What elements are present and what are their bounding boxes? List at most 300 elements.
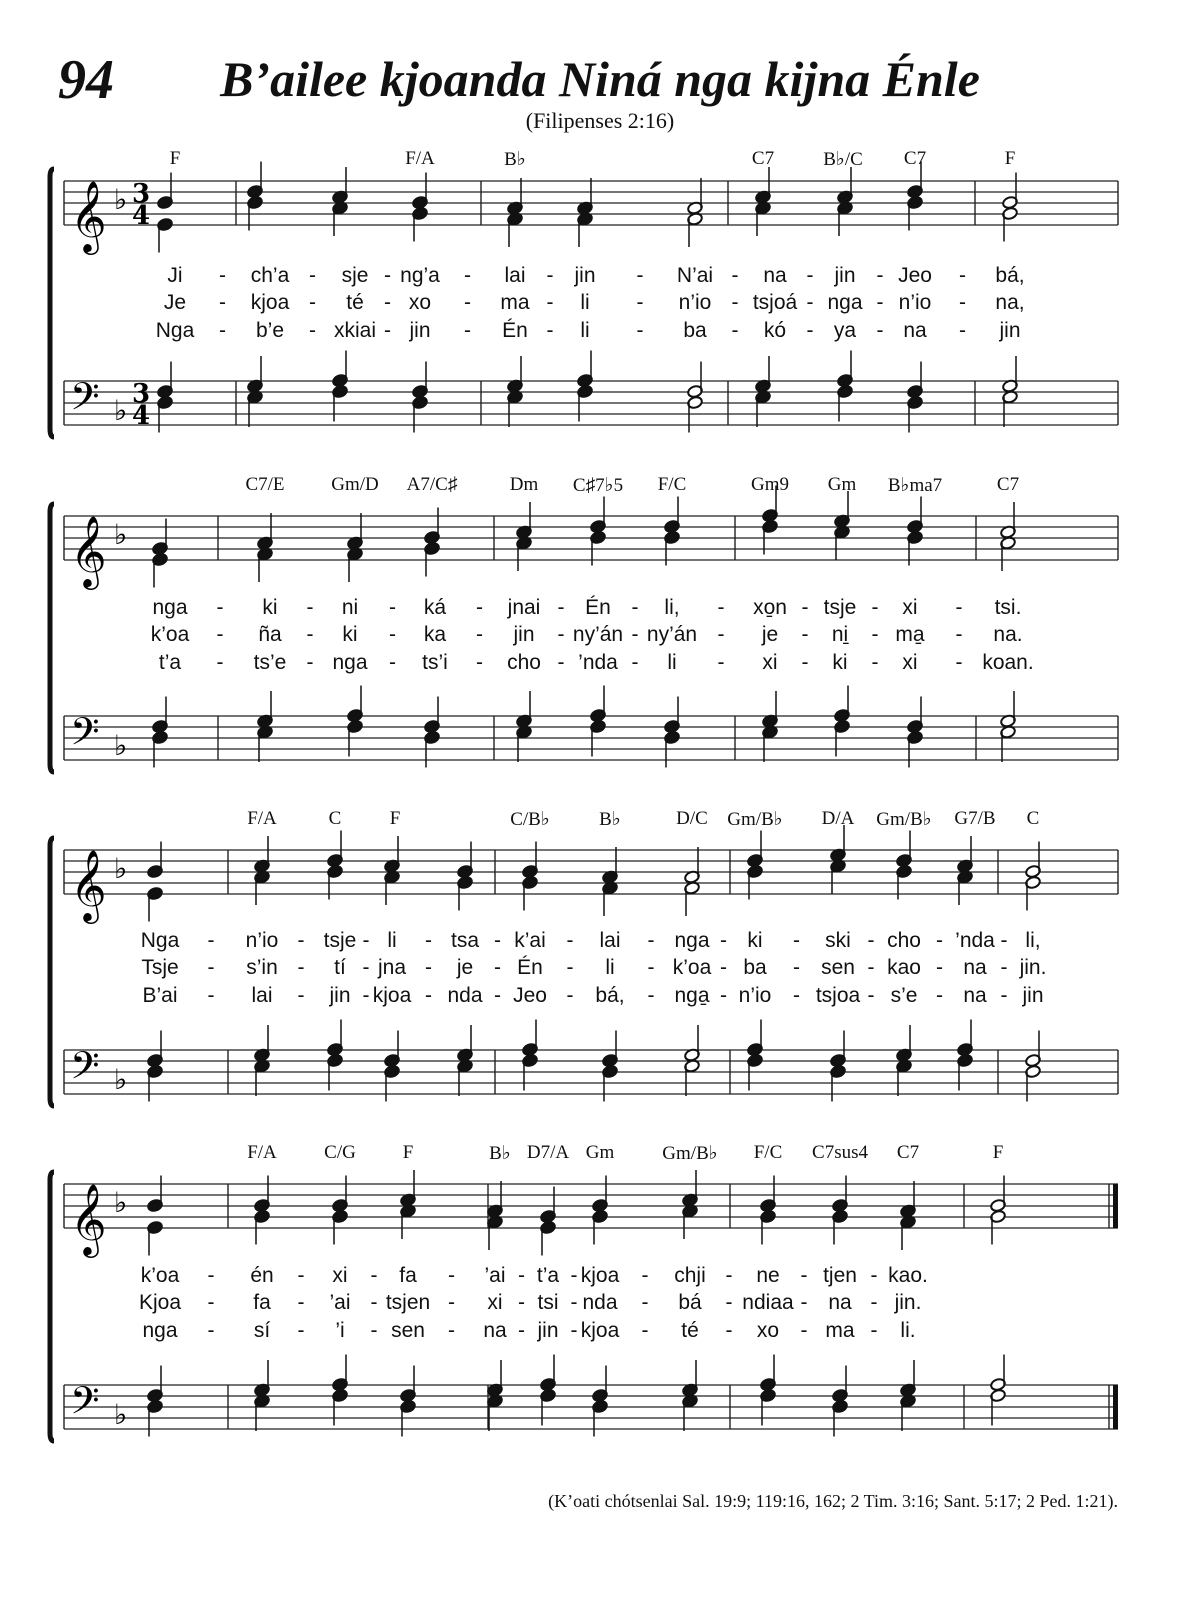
syllable-hyphen: - <box>731 291 739 314</box>
lyric-verse-2-syllable: ba <box>743 956 767 979</box>
chord-symbol: Dm <box>509 474 539 495</box>
key-signature-flat: ♭ <box>114 852 128 885</box>
lyric-verse-3-syllable: sen <box>391 1319 425 1342</box>
syllable-hyphen: - <box>717 596 725 619</box>
lyric-verse-3-syllable: ’nda <box>578 651 618 674</box>
chord-symbol: C7 <box>896 1142 920 1163</box>
chord-symbol: C7 <box>903 148 927 169</box>
lyric-verse-2-syllable: kao <box>887 956 921 979</box>
syllable-hyphen: - <box>476 651 483 674</box>
lyric-verse-1-syllable: N’ai <box>676 264 714 287</box>
lyric-verse-3-syllable: té <box>681 1319 699 1342</box>
chord-symbol: Gm/B♭ <box>727 809 783 830</box>
syllable-hyphen: - <box>720 956 727 979</box>
lyric-verse-2-syllable: Kjoa <box>138 1291 182 1314</box>
lyric-verse-3-syllable: nga̱ <box>674 984 710 1007</box>
syllable-hyphen: - <box>959 291 966 314</box>
chord-symbol: F <box>169 148 181 169</box>
lyric-verse-1-syllable: Ji <box>167 264 183 287</box>
syllable-hyphen: - <box>219 319 226 342</box>
syllable-hyphen: - <box>636 319 644 342</box>
lyric-verse-3-syllable: li. <box>900 1319 916 1342</box>
syllable-hyphen: - <box>384 291 391 314</box>
syllable-hyphen: - <box>476 623 483 646</box>
chord-symbol: B♭ma7 <box>887 475 943 496</box>
lyric-verse-1-syllable: ká <box>423 596 447 619</box>
chord-symbol: C♯7♭5 <box>572 475 624 496</box>
syllable-hyphen: - <box>566 956 574 979</box>
syllable-hyphen: - <box>384 319 391 342</box>
lyric-verse-1-syllable: ’ai <box>484 1264 506 1287</box>
syllable-hyphen: - <box>297 1264 305 1287</box>
syllable-hyphen: - <box>464 291 471 314</box>
lyric-verse-2-syllable: kjoa <box>250 291 290 314</box>
syllable-hyphen: - <box>309 291 316 314</box>
lyric-verse-2-syllable: Tsje <box>141 956 179 979</box>
lyric-verse-3-syllable: Jeo <box>513 984 547 1007</box>
lyric-verse-1-syllable: jin <box>574 264 596 287</box>
lyric-verse-2-syllable: Je <box>163 291 187 314</box>
syllable-hyphen: - <box>448 1319 455 1342</box>
lyric-verse-1-syllable: k’oa <box>140 1264 180 1287</box>
syllable-hyphen: - <box>806 264 814 287</box>
syllable-hyphen: - <box>362 956 370 979</box>
syllable-hyphen: - <box>647 929 655 952</box>
lyric-verse-1-syllable: jnai <box>507 596 541 619</box>
syllable-hyphen: - <box>362 929 370 952</box>
lyric-verse-2-syllable: ni̱ <box>831 623 849 646</box>
lyric-verse-3-syllable: ma <box>825 1319 855 1342</box>
lyric-verse-3-syllable: jin <box>329 984 351 1007</box>
lyric-verse-2-syllable: li <box>605 956 615 979</box>
syllable-hyphen: - <box>1000 929 1008 952</box>
syllable-hyphen: - <box>867 956 875 979</box>
lyric-verse-3-syllable: xo <box>756 1319 780 1342</box>
lyric-verse-3-syllable: Én <box>502 319 528 342</box>
lyric-verse-3-syllable: na <box>903 319 927 342</box>
lyric-verse-3-syllable: sí <box>253 1319 271 1342</box>
lyric-verse-1-syllable: tsi. <box>994 596 1022 619</box>
chord-symbol: A7/C♯ <box>406 474 458 495</box>
syllable-hyphen: - <box>518 1319 525 1342</box>
lyric-verse-3-syllable: b’e <box>255 319 285 342</box>
syllable-hyphen: - <box>570 1319 578 1342</box>
syllable-hyphen: - <box>720 984 727 1007</box>
lyric-verse-3-syllable: koan. <box>982 651 1034 674</box>
lyric-verse-2-syllable: je <box>456 956 474 979</box>
lyric-verse-2-syllable: na, <box>995 291 1025 314</box>
lyric-verse-3-syllable: nda <box>447 984 483 1007</box>
key-signature-flat: ♭ <box>114 394 128 427</box>
lyric-verse-1-syllable: sje <box>341 264 369 287</box>
syllable-hyphen: - <box>955 623 963 646</box>
lyric-verse-1-syllable: bá, <box>995 264 1025 287</box>
lyric-verse-1-syllable: ch’a <box>250 264 290 287</box>
syllable-hyphen: - <box>557 596 565 619</box>
lyric-verse-1-syllable: li <box>387 929 397 952</box>
syllable-hyphen: - <box>306 651 314 674</box>
time-signature: 3 <box>132 179 151 209</box>
syllable-hyphen: - <box>720 929 727 952</box>
syllable-hyphen: - <box>870 1291 878 1314</box>
syllable-hyphen: - <box>641 1291 649 1314</box>
lyric-verse-3-syllable: jin <box>537 1319 559 1342</box>
syllable-hyphen: - <box>801 651 809 674</box>
lyric-verse-2-syllable: ’ai <box>329 1291 351 1314</box>
treble-clef: 𝄞 <box>70 1182 107 1255</box>
lyric-verse-1-syllable: cho <box>887 929 921 952</box>
lyric-verse-2-syllable: ma̱ <box>895 623 925 646</box>
lyric-verse-2-syllable: bá <box>678 1291 702 1314</box>
syllable-hyphen: - <box>219 291 226 314</box>
syllable-hyphen: - <box>207 1291 215 1314</box>
lyric-verse-2-syllable: xi <box>487 1291 503 1314</box>
syllable-hyphen: - <box>955 651 963 674</box>
syllable-hyphen: - <box>306 623 314 646</box>
lyric-verse-1-syllable: Én <box>585 596 611 619</box>
lyric-verse-1-syllable: tsje <box>323 929 357 952</box>
bass-clef: 𝄢 <box>70 709 100 763</box>
lyric-verse-3-syllable: jin <box>1022 984 1044 1007</box>
chord-symbol: C7/E <box>245 474 285 495</box>
lyric-verse-1-syllable: tjen <box>823 1264 857 1287</box>
lyric-verse-1-syllable: lai <box>599 929 621 952</box>
chord-symbol: F/C <box>657 474 687 495</box>
syllable-hyphen: - <box>566 984 574 1007</box>
system-bracket <box>50 1172 54 1441</box>
syllable-hyphen: - <box>207 984 215 1007</box>
chord-symbol: C7sus4 <box>812 1142 868 1163</box>
footer-references: (K’oati chótsenlai Sal. 19:9; 119:16, 162; 2 Tim. 3:16; Sant. 5:17; 2 Ped. 1:21). <box>548 1491 1118 1511</box>
syllable-hyphen: - <box>725 1291 733 1314</box>
lyric-verse-2-syllable: jin <box>513 623 535 646</box>
lyric-verse-1-syllable: lai <box>504 264 526 287</box>
syllable-hyphen: - <box>219 264 226 287</box>
lyric-verse-1-syllable: xi <box>332 1264 348 1287</box>
syllable-hyphen: - <box>870 1264 878 1287</box>
syllable-hyphen: - <box>647 956 655 979</box>
chord-symbol: Gm <box>827 474 857 495</box>
lyric-verse-2-syllable: Én <box>517 956 543 979</box>
chord-symbol: F <box>389 808 401 829</box>
lyric-verse-3-syllable: xi <box>902 651 918 674</box>
chord-symbol: D/A <box>821 808 855 829</box>
syllable-hyphen: - <box>297 984 305 1007</box>
lyric-verse-2-syllable: ña <box>258 623 282 646</box>
chord-symbol: C <box>1026 808 1040 829</box>
bass-clef: 𝄢 <box>70 1043 100 1097</box>
lyric-verse-3-syllable: jin <box>999 319 1021 342</box>
lyric-verse-2-syllable: tsi <box>537 1291 559 1314</box>
syllable-hyphen: - <box>800 1264 808 1287</box>
lyric-verse-1-syllable: ni <box>341 596 359 619</box>
syllable-hyphen: - <box>207 929 215 952</box>
syllable-hyphen: - <box>955 596 963 619</box>
chord-symbol: B♭/C <box>823 149 863 170</box>
lyric-verse-1-syllable: ski <box>825 929 851 952</box>
chord-symbol: F/A <box>247 808 277 829</box>
lyric-verse-1-syllable: Nga <box>140 929 180 952</box>
lyric-verse-2-syllable: ndiaa <box>742 1291 794 1314</box>
lyric-verse-3-syllable: ba <box>683 319 707 342</box>
lyric-verse-3-syllable: kó <box>763 319 787 342</box>
syllable-hyphen: - <box>306 596 314 619</box>
lyric-verse-2-syllable: tsjen <box>385 1291 431 1314</box>
lyric-verse-3-syllable: kjoa <box>580 1319 620 1342</box>
lyric-verse-3-syllable: B’ai <box>142 984 178 1007</box>
chord-symbol: D7/A <box>526 1142 570 1163</box>
syllable-hyphen: - <box>546 264 554 287</box>
syllable-hyphen: - <box>557 651 565 674</box>
lyric-verse-1-syllable: tsje <box>823 596 857 619</box>
lyric-verse-2-syllable: ki <box>342 623 358 646</box>
lyric-verse-2-syllable: n’io <box>678 291 712 314</box>
lyric-verse-2-syllable: ma <box>500 291 530 314</box>
syllable-hyphen: - <box>806 291 814 314</box>
lyric-verse-2-syllable: jna <box>377 956 407 979</box>
lyric-verse-3-syllable: jin <box>409 319 431 342</box>
lyric-verse-2-syllable: n’io <box>898 291 932 314</box>
syllable-hyphen: - <box>717 623 725 646</box>
lyric-verse-2-syllable: té <box>346 291 364 314</box>
syllable-hyphen: - <box>425 984 432 1007</box>
lyric-verse-1-syllable: xo̱n <box>753 596 787 619</box>
syllable-hyphen: - <box>793 984 800 1007</box>
lyric-verse-2-syllable: ny’án <box>572 623 624 646</box>
lyric-verse-1-syllable: kjoa <box>580 1264 620 1287</box>
lyric-verse-1-syllable: kao. <box>888 1264 928 1287</box>
lyric-verse-1-syllable: ng’a <box>400 264 440 287</box>
syllable-hyphen: - <box>725 1264 733 1287</box>
key-signature-flat: ♭ <box>114 729 128 762</box>
syllable-hyphen: - <box>389 651 396 674</box>
syllable-hyphen: - <box>464 264 471 287</box>
chord-symbol: G7/B <box>954 808 996 829</box>
bass-clef: 𝄢 <box>70 1378 100 1432</box>
syllable-hyphen: - <box>800 1319 808 1342</box>
key-signature-flat: ♭ <box>114 1063 128 1096</box>
syllable-hyphen: - <box>566 929 574 952</box>
syllable-hyphen: - <box>362 984 370 1007</box>
lyric-verse-2-syllable: nda <box>582 1291 618 1314</box>
lyric-verse-3-syllable: ts’i <box>422 651 448 674</box>
lyric-verse-3-syllable: ts’e <box>253 651 287 674</box>
syllable-hyphen: - <box>631 596 639 619</box>
syllable-hyphen: - <box>867 984 875 1007</box>
syllable-hyphen: - <box>806 319 814 342</box>
treble-clef: 𝄞 <box>70 179 107 252</box>
lyric-verse-3-syllable: lai <box>251 984 273 1007</box>
lyric-verse-3-syllable: cho <box>507 651 541 674</box>
syllable-hyphen: - <box>309 319 316 342</box>
key-signature-flat: ♭ <box>114 1398 128 1431</box>
lyric-verse-2-syllable: ny’án <box>646 623 698 646</box>
chord-symbol: Gm9 <box>751 474 789 495</box>
syllable-hyphen: - <box>448 1291 455 1314</box>
lyric-verse-2-syllable: li <box>580 291 590 314</box>
lyric-verse-3-syllable: xkiai <box>333 319 377 342</box>
lyric-verse-3-syllable: s’e <box>890 984 918 1007</box>
syllable-hyphen: - <box>494 984 501 1007</box>
lyric-verse-2-syllable: fa <box>253 1291 271 1314</box>
lyric-verse-1-syllable: li, <box>664 596 680 619</box>
lyric-verse-1-syllable: li, <box>1025 929 1041 952</box>
syllable-hyphen: - <box>641 1264 649 1287</box>
chord-symbol: C7 <box>751 148 775 169</box>
chord-symbol: Gm/B♭ <box>876 809 932 830</box>
key-signature-flat: ♭ <box>114 1186 128 1219</box>
bass-clef: 𝄢 <box>70 374 100 428</box>
syllable-hyphen: - <box>717 651 725 674</box>
lyric-verse-3-syllable: ya <box>833 319 857 342</box>
lyric-verse-1-syllable: tsa <box>450 929 480 952</box>
chord-symbol: F <box>992 1142 1004 1163</box>
syllable-hyphen: - <box>389 596 396 619</box>
syllable-hyphen: - <box>731 264 739 287</box>
lyric-verse-3-syllable: nga <box>332 651 368 674</box>
syllable-hyphen: - <box>370 1291 378 1314</box>
lyric-verse-2-syllable: s’in <box>246 956 278 979</box>
lyric-verse-2-syllable: jin. <box>894 1291 922 1314</box>
lyric-verse-2-syllable: na <box>963 956 987 979</box>
syllable-hyphen: - <box>870 1319 878 1342</box>
lyric-verse-3-syllable: kjoa <box>372 984 412 1007</box>
lyric-verse-3-syllable: li <box>580 319 590 342</box>
chord-symbol: C <box>328 808 342 829</box>
syllable-hyphen: - <box>425 956 432 979</box>
syllable-hyphen: - <box>936 984 943 1007</box>
lyric-verse-3-syllable: tsjoa <box>815 984 861 1007</box>
key-signature-flat: ♭ <box>114 183 128 216</box>
lyric-verse-2-syllable: na <box>828 1291 852 1314</box>
syllable-hyphen: - <box>876 291 884 314</box>
syllable-hyphen: - <box>297 1319 305 1342</box>
lyric-verse-1-syllable: t’a <box>536 1264 560 1287</box>
syllable-hyphen: - <box>297 1291 305 1314</box>
lyric-verse-3-syllable: ’i <box>335 1319 345 1342</box>
syllable-hyphen: - <box>464 319 471 342</box>
chord-symbol: B♭ <box>504 149 526 170</box>
syllable-hyphen: - <box>631 623 639 646</box>
syllable-hyphen: - <box>647 984 655 1007</box>
time-signature: 4 <box>132 201 151 231</box>
chord-symbol: F <box>1004 148 1016 169</box>
system-bracket <box>50 504 54 772</box>
lyric-verse-3-syllable: Nga <box>155 319 195 342</box>
lyric-verse-1-syllable: ki <box>262 596 278 619</box>
syllable-hyphen: - <box>207 1319 215 1342</box>
lyric-verse-2-syllable: tí <box>334 956 346 979</box>
syllable-hyphen: - <box>494 929 501 952</box>
syllable-hyphen: - <box>936 956 943 979</box>
syllable-hyphen: - <box>216 596 224 619</box>
chord-symbol: F/A <box>247 1142 277 1163</box>
lyric-verse-1-syllable: ne <box>756 1264 780 1287</box>
syllable-hyphen: - <box>801 623 809 646</box>
lyric-verse-3-syllable: na <box>963 984 987 1007</box>
time-signature: 3 <box>132 379 151 409</box>
chord-symbol: C/B♭ <box>510 809 550 830</box>
time-signature: 4 <box>132 401 151 431</box>
lyric-verse-2-syllable: jin. <box>1019 956 1047 979</box>
lyric-verse-2-syllable: sen <box>821 956 855 979</box>
lyric-verse-1-syllable: én <box>250 1264 274 1287</box>
lyric-verse-3-syllable: ki <box>832 651 848 674</box>
chord-symbol: F <box>402 1142 414 1163</box>
syllable-hyphen: - <box>631 651 639 674</box>
syllable-hyphen: - <box>448 1264 455 1287</box>
lyric-verse-1-syllable: ’nda <box>955 929 995 952</box>
syllable-hyphen: - <box>636 264 644 287</box>
syllable-hyphen: - <box>476 596 483 619</box>
syllable-hyphen: - <box>959 319 966 342</box>
final-barline-thick <box>1113 1184 1118 1228</box>
chord-symbol: F/C <box>753 1142 783 1163</box>
lyric-verse-2-syllable: na. <box>993 623 1023 646</box>
lyric-verse-3-syllable: n’io <box>738 984 772 1007</box>
chord-symbol: Gm <box>585 1142 615 1163</box>
syllable-hyphen: - <box>546 319 554 342</box>
lyric-verse-2-syllable: tsjoá <box>752 291 798 314</box>
syllable-hyphen: - <box>959 264 966 287</box>
lyric-verse-1-syllable: nga <box>674 929 710 952</box>
syllable-hyphen: - <box>793 956 800 979</box>
syllable-hyphen: - <box>518 1291 525 1314</box>
syllable-hyphen: - <box>793 929 800 952</box>
system-bracket <box>50 169 54 437</box>
syllable-hyphen: - <box>801 596 809 619</box>
syllable-hyphen: - <box>297 956 305 979</box>
syllable-hyphen: - <box>546 291 554 314</box>
lyric-verse-3-syllable: bá, <box>595 984 625 1007</box>
syllable-hyphen: - <box>876 319 884 342</box>
syllable-hyphen: - <box>425 929 432 952</box>
lyric-verse-1-syllable: k’ai <box>514 929 546 952</box>
syllable-hyphen: - <box>297 929 305 952</box>
system-bracket <box>50 838 54 1106</box>
lyric-verse-3-syllable: nga <box>142 1319 178 1342</box>
lyric-verse-1-syllable: n’io <box>245 929 279 952</box>
syllable-hyphen: - <box>570 1291 578 1314</box>
syllable-hyphen: - <box>370 1319 378 1342</box>
treble-clef: 𝄞 <box>70 514 107 587</box>
lyric-verse-1-syllable: fa <box>399 1264 417 1287</box>
chord-symbol: C7 <box>996 474 1020 495</box>
lyric-verse-2-syllable: k’oa <box>672 956 712 979</box>
lyric-verse-1-syllable: nga <box>152 596 188 619</box>
syllable-hyphen: - <box>871 623 879 646</box>
syllable-hyphen: - <box>309 264 316 287</box>
syllable-hyphen: - <box>518 1264 525 1287</box>
syllable-hyphen: - <box>207 956 215 979</box>
chord-symbol: B♭ <box>599 809 621 830</box>
treble-clef: 𝄞 <box>70 848 107 921</box>
lyric-verse-2-syllable: ka <box>423 623 447 646</box>
lyric-verse-3-syllable: na <box>483 1319 507 1342</box>
scripture-reference: (Filipenses 2:16) <box>525 108 675 133</box>
lyric-verse-1-syllable: jin <box>834 264 856 287</box>
chord-symbol: B♭ <box>489 1143 511 1164</box>
lyric-verse-1-syllable: ki <box>747 929 763 952</box>
chord-symbol: Gm/B♭ <box>662 1143 718 1164</box>
syllable-hyphen: - <box>725 1319 733 1342</box>
lyric-verse-3-syllable: t’a <box>158 651 182 674</box>
final-barline-thick <box>1113 1385 1118 1429</box>
lyric-verse-1-syllable: Jeo <box>898 264 932 287</box>
syllable-hyphen: - <box>800 1291 808 1314</box>
syllable-hyphen: - <box>871 596 879 619</box>
syllable-hyphen: - <box>557 623 565 646</box>
